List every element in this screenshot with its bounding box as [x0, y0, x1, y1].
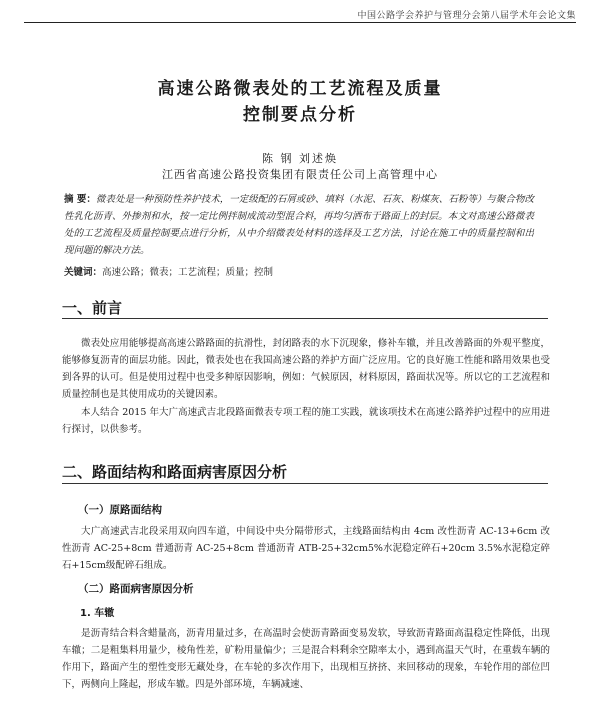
section-rule — [62, 318, 548, 319]
structure-paragraph: 大广高速武吉北段采用双向四车道，中间设中央分隔带形式，主线路面结构由 4cm 改性沥青 AC-13+6cm 改性沥青 AC-25+8cm 普通沥青 AC-25+8cm 普通沥青 ATB-25+32cm5%水泥稳定碎石+20cm 3.5%水泥稳定碎石+15cm级配碎石组成。 — [62, 526, 550, 571]
intro-paragraph-1: 微表处应用能够提高高速公路路面的抗滑性，封闭路表的水下沉现象，修补车辙，并且改善路面的外观平整度，能够修复沥青的面层功能。因此，微表处也在我国高速公路的养护方面广泛应用。它的良好施工性能和路用效果也受到各界的认可。但是使用过程中也受多种原因影响，例如：气候原因，材料原因，路面状况等。所以它的工艺流程和质量控制也是其使用成功的关键因素。 — [62, 338, 550, 400]
subsection-heading-original-structure: （一）原路面结构 — [78, 504, 162, 516]
abstract-label: 摘 要： — [64, 194, 96, 205]
keywords — [64, 264, 534, 278]
affiliation: 江西省高速公路投资集团有限责任公司上高管理中心 — [162, 168, 438, 181]
running-head: 中国公路学会养护与管理分会第八届学术年会论文集 — [357, 11, 576, 21]
abstract-text: 微表处是一种预防性养护技术，一定级配的石屑或砂、填料（水泥、石灰、粉煤灰、石粉等）与聚合物改性乳化沥青、外掺剂和水，按一定比例拌制成流动型混合料，再均匀洒布于路面上的封层。本文对高速公路微表处的工艺流程及质量控制要点进行分析，从中介绍微表处材料的选择及工艺方法，讨论在施工中的质量控制和出现问题的解决方法。 — [64, 194, 534, 256]
header-rule — [24, 22, 576, 23]
section-heading-structure: 二、路面结构和路面病害原因分析 — [62, 463, 288, 481]
section-heading-intro: 一、前言 — [62, 299, 123, 317]
authors: 陈 钢 刘述焕 — [262, 152, 338, 165]
intro-paragraph-2: 本人结合 2015 年大广高速武吉北段路面微表专项工程的施工实践，就该项技术在高速公路养护过程中的应用进行探讨，以供参考。 — [62, 407, 550, 435]
item-heading-rutting: 1. 车辙 — [80, 608, 115, 619]
section-rule — [62, 483, 548, 484]
paper-title-line2: 控制要点分析 — [243, 105, 357, 125]
paper-title-line1: 高速公路微表处的工艺流程及质量 — [157, 79, 443, 99]
abstract — [64, 191, 534, 259]
keywords-label: 关键词： — [64, 267, 103, 278]
subsection-heading-distress-analysis: （二）路面病害原因分析 — [78, 583, 194, 595]
rutting-paragraph: 是沥青结合料含蜡量高，沥青用量过多，在高温时会使沥青路面变易发软，导致沥青路面高温稳定性降低，出现车辙；二是粗集料用量少，棱角性差，矿粉用量偏少；三是混合料剩余空隙率太小，遇到高温天气时，在重载车辆的作用下，路面产生的塑性变形无藏处身，在车轮的多次作用下，出现相互挤挤、来回移动的现象，车轮作用的部位凹下，两侧向上隆起，形成车辙。四是外部环境，车辆减速、 — [62, 628, 550, 690]
keywords-text: 高速公路；微表；工艺流程；质量；控制 — [102, 267, 274, 278]
